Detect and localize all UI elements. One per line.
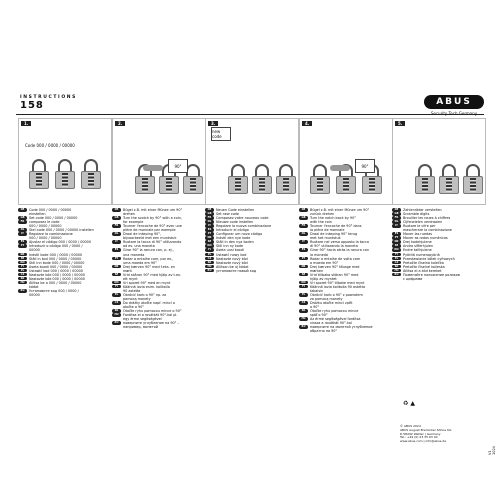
new-code-callout: new code bbox=[211, 127, 231, 141]
step-number: 3. bbox=[208, 121, 218, 126]
instruction-text: Turn the notch back by 90° bbox=[310, 216, 356, 221]
instruction-text: Otočte ryhu pomocou mince o 90° bbox=[123, 309, 182, 314]
code-label: Code 000 / 0000 / 00000 bbox=[25, 143, 75, 148]
instruction-text: composez le code bbox=[29, 220, 60, 225]
step-panel bbox=[299, 118, 393, 205]
padlock-icon bbox=[228, 164, 248, 194]
instruction-text: Cijferwielen verdraaien bbox=[403, 220, 443, 225]
language-badge: SK bbox=[205, 261, 214, 265]
instruction-text: Indstil kode 000 / 0000 / 00000 bbox=[29, 252, 83, 257]
language-badge: SK bbox=[392, 265, 401, 269]
instruction-text: Girar 90° hacia atrás la ranura con bbox=[310, 248, 370, 253]
instruction-text: Nastavte kód 000 / 0000 / 00000 bbox=[29, 272, 85, 277]
instruction-text: Composez votre nouveau code bbox=[216, 216, 269, 221]
language-badge: ES bbox=[205, 228, 214, 232]
language-badge: FI bbox=[392, 253, 401, 257]
language-badge: GB bbox=[205, 212, 214, 216]
language-badge: SE bbox=[18, 257, 27, 261]
instruction-text: Tourner l'encoche de 90° dans bbox=[310, 224, 362, 229]
language-badge: GB bbox=[392, 212, 401, 216]
language-badge: SE bbox=[299, 273, 308, 277]
language-badge: NL bbox=[205, 220, 214, 224]
instruction-text: Configurar um novo código bbox=[216, 232, 263, 237]
footer-icons bbox=[403, 400, 415, 407]
step-panel bbox=[392, 118, 486, 205]
language-badge: NO bbox=[392, 248, 401, 252]
language-badge: NO bbox=[18, 261, 27, 265]
instruction-text: Ställ in den nya koden bbox=[216, 240, 254, 245]
instruction-text: Ställ in kod 000 / 0000 / 00000 bbox=[29, 256, 82, 261]
padlock-icon bbox=[252, 164, 272, 194]
instruction-text: za pomocą monety bbox=[310, 297, 343, 302]
instruction-text: o 90° bbox=[310, 305, 320, 310]
language-badge: HU bbox=[205, 265, 214, 269]
instruction-text: Draai de inkeping 90°, bbox=[123, 232, 162, 237]
instruction-text: Stel code 000 / 0000 / 00000 instellen bbox=[29, 228, 94, 233]
instruction-text: zurück drehen bbox=[310, 212, 335, 217]
language-badge: CZ bbox=[299, 301, 308, 305]
language-badge: IT bbox=[392, 224, 401, 228]
instruction-text: Az érme segítségével fordítsa bbox=[310, 317, 361, 322]
language-badge: HU bbox=[392, 269, 401, 273]
language-badge: DK bbox=[112, 265, 121, 269]
instruction-text: Drej kærven 90° med f.eks. en bbox=[123, 264, 175, 269]
instruction-text: 000 / 0000 / 00000 bbox=[29, 236, 62, 241]
instruction-text: например, монетой bbox=[123, 325, 159, 330]
language-badge: CZ bbox=[205, 257, 214, 261]
language-badge: SE bbox=[112, 273, 121, 277]
instruction-text: Aseta koodi 000 / 0000 / 00000 bbox=[29, 264, 83, 269]
language-badge: RU bbox=[299, 325, 308, 329]
instruction-text: Pyöritä numeropyöriä bbox=[403, 252, 440, 257]
instruction-text: einstellen bbox=[29, 212, 46, 217]
instruction-text: Do drážky otočte např. mincí o bbox=[123, 301, 175, 306]
instruction-text: Drážku otočte mincí zpět bbox=[310, 301, 353, 306]
instruction-line bbox=[392, 277, 484, 281]
instruction-text: Draai de inkeping 90° terug bbox=[310, 232, 358, 237]
padlock-icon bbox=[81, 159, 101, 189]
language-badge: SE bbox=[392, 244, 401, 248]
instruction-text: Ruotare nel verso opposto la tacca bbox=[310, 240, 369, 245]
language-badge: RU bbox=[18, 289, 27, 293]
language-badge: ES bbox=[299, 248, 308, 252]
instruction-text: Girar 90° la ranura con, p. ej., bbox=[123, 248, 174, 253]
language-badge: HU bbox=[18, 281, 27, 285]
instruction-text: Ruotare le cifre per bbox=[403, 224, 436, 229]
language-badge: FR bbox=[299, 224, 308, 228]
language-badge: FI bbox=[18, 265, 27, 269]
instruction-text: Regolare la nuova combinazione bbox=[216, 224, 272, 229]
instruction-text: Vri sporet 90° med en mynt bbox=[123, 280, 171, 285]
instruction-text: Nastavte nový kód bbox=[216, 260, 248, 265]
instruction-text: Obrócić karb o 90° np. za bbox=[123, 292, 167, 297]
instruction-text: Поменяйте положение роликов bbox=[403, 272, 460, 277]
language-badge: CZ bbox=[392, 261, 401, 265]
instruction-text: Rodar a entalhe com, por ex., bbox=[123, 256, 174, 261]
instruction-column bbox=[205, 208, 297, 273]
language-badge: SE bbox=[205, 240, 214, 244]
instruction-text: Nieuwe code instellen bbox=[216, 220, 254, 225]
language-badge: NO bbox=[112, 281, 121, 285]
instruction-text: Mover as rodas numéricas bbox=[403, 236, 448, 241]
language-badge: FI bbox=[299, 285, 308, 289]
instruction-text: hjälp av myntet bbox=[310, 276, 337, 281]
address-line: © ABUS 2024 bbox=[400, 424, 421, 428]
instruction-text: 000 / 0000 / 00000 bbox=[29, 224, 62, 229]
language-badge: ES bbox=[392, 232, 401, 236]
address-line: D 58292 Wetter | Germany bbox=[400, 431, 441, 436]
language-badge: DE bbox=[392, 208, 401, 212]
language-badge: SK bbox=[18, 277, 27, 281]
instruction-text: установите новый код bbox=[216, 268, 257, 273]
instruction-text: la moneda bbox=[310, 252, 328, 257]
coin-icon bbox=[143, 165, 163, 171]
instruction-text: mønt bbox=[123, 268, 132, 273]
instruction-text: Otočte ryhu pomocou mince bbox=[310, 309, 359, 314]
language-badge: NL bbox=[392, 220, 401, 224]
abus-logo: ABUS bbox=[424, 95, 484, 109]
instruction-text: Rodar o entalhe de volta com bbox=[310, 256, 361, 261]
language-badge: PT bbox=[18, 244, 27, 248]
language-badge: DE bbox=[18, 208, 27, 212]
language-badge: NL bbox=[18, 228, 27, 232]
instruction-text: drehen bbox=[123, 212, 135, 217]
instruction-text: 00000 bbox=[29, 292, 40, 297]
language-badge: ES bbox=[112, 248, 121, 252]
instruction-text: pomocą monety bbox=[123, 297, 151, 302]
language-badge: RU bbox=[205, 269, 214, 273]
instruction-text: Endre tallhjulene bbox=[403, 248, 432, 253]
instruction-text: egy érme segítségével bbox=[123, 317, 162, 322]
language-badge: PT bbox=[392, 236, 401, 240]
instruction-text: met het muntstuk bbox=[310, 236, 341, 241]
language-badge: HU bbox=[299, 317, 308, 321]
language-badge: RU bbox=[392, 273, 401, 277]
language-badge: DK bbox=[18, 253, 27, 257]
instruction-text: Nastavte nový kód bbox=[216, 256, 248, 261]
instruction-line bbox=[205, 269, 297, 273]
instruction-text: for example bbox=[123, 220, 144, 225]
padlock-icon bbox=[439, 164, 459, 194]
language-badge: IT bbox=[112, 240, 121, 244]
instruction-text: mønten bbox=[310, 268, 324, 273]
language-badge: CZ bbox=[112, 301, 121, 305]
language-badge: DK bbox=[392, 240, 401, 244]
instruction-text: Zahlenräder verstellen bbox=[403, 208, 442, 212]
instruction-text: поверните углубление на 90° – bbox=[123, 321, 180, 326]
company-address bbox=[400, 425, 486, 444]
language-badge: FI bbox=[205, 248, 214, 252]
address-line: ABUS August Bremicker Söhne KG bbox=[400, 427, 452, 432]
language-badge: PL bbox=[299, 293, 308, 297]
instruction-column bbox=[112, 208, 204, 329]
instruction-text: Állítsa be a 000 / 0000 / 00000 bbox=[29, 280, 82, 285]
step-panel bbox=[18, 118, 112, 205]
address-line: www.abus.com | info@abus.de bbox=[400, 439, 447, 444]
language-badge: FR bbox=[18, 220, 27, 224]
header-rule bbox=[16, 114, 484, 115]
instruction-text: Ajustar el código 000 / 0000 / 00000 bbox=[29, 240, 91, 245]
instruction-text: Still inn kode 000 / 0000 / 00000 bbox=[29, 260, 85, 265]
instruction-text: uma moeda em 90° bbox=[123, 260, 157, 265]
language-badge: GB bbox=[112, 216, 121, 220]
instruction-text: Scramble digits bbox=[403, 212, 430, 217]
coin-icon bbox=[330, 165, 350, 171]
rotate-90-callout: 90° bbox=[168, 159, 188, 173]
language-badge: GB bbox=[18, 216, 27, 220]
padlock-icon bbox=[463, 164, 483, 194]
address-line: Tel.: +49 (0) 23 35 63 40 bbox=[400, 435, 438, 440]
header-number: 158 bbox=[20, 100, 44, 111]
step-panel bbox=[205, 118, 299, 205]
padlock-icon bbox=[310, 164, 330, 194]
instruction-text: Käännä lovia esim. kolikolla bbox=[123, 284, 170, 289]
language-badge: PL bbox=[18, 269, 27, 273]
language-badge: FR bbox=[392, 216, 401, 220]
instruction-text: Bügel z.B. mit einer Münze um 90° bbox=[310, 208, 370, 212]
instruction-text: Indstil den nye kode bbox=[216, 236, 251, 241]
instruction-text: Nastavte kód 000 / 0000 / 00000 bbox=[29, 276, 85, 281]
instruction-text: Mover las ruedas bbox=[403, 232, 433, 237]
language-badge: SK bbox=[112, 309, 121, 313]
step-number: 4. bbox=[302, 121, 312, 126]
language-badge: DK bbox=[205, 236, 214, 240]
instruction-text: с цифрами bbox=[403, 276, 423, 281]
language-badge: FI bbox=[112, 285, 121, 289]
language-badge: FR bbox=[205, 216, 214, 220]
padlock-icon bbox=[29, 159, 49, 189]
padlock-icon bbox=[55, 159, 75, 189]
instruction-line bbox=[18, 293, 110, 297]
instruction-text: Állítsa el a kód kereket bbox=[403, 268, 442, 273]
instruction-text: 00000 bbox=[29, 248, 40, 253]
instruction-text: Aseta uusi koodi bbox=[216, 248, 244, 253]
instruction-text: ett mynt bbox=[123, 276, 138, 281]
instruction-text: pièce de monnaie par exemple bbox=[123, 228, 176, 233]
instruction-text: bijvoorbeeld met een muntstuk bbox=[123, 236, 177, 241]
instruction-text: Code 000 / 0000 / 00000 bbox=[29, 208, 72, 212]
instruction-text: kódot bbox=[29, 284, 39, 289]
instruction-text: Установите код 000 / 0000 / bbox=[29, 288, 79, 293]
instruction-text: Set new code bbox=[216, 212, 239, 217]
instruction-text: takaisin bbox=[310, 288, 324, 293]
language-badge: DK bbox=[299, 265, 308, 269]
language-badge: NL bbox=[299, 232, 308, 236]
language-badge: PT bbox=[112, 257, 121, 261]
instruction-text: Vri sporet 90° tilbake med mynt bbox=[310, 280, 365, 285]
instruction-text: Set code 000 / 0000 / 00000 bbox=[29, 216, 78, 221]
instruction-text: Brouiller les roues à chiffres bbox=[403, 216, 451, 221]
step-panel bbox=[112, 118, 206, 205]
instruction-text: Vrid skåran 90° med hjälp av t.ex. bbox=[123, 272, 182, 277]
language-badge: HU bbox=[112, 313, 121, 317]
instruction-text: Állítson be új kódot bbox=[216, 264, 249, 269]
pap-icon: ▲ bbox=[410, 400, 415, 407]
step-number: 2. bbox=[115, 121, 125, 126]
language-badge: PL bbox=[392, 257, 401, 261]
instruction-column bbox=[18, 208, 110, 297]
language-badge: NO bbox=[299, 281, 308, 285]
instruction-text: Fordítsa el a rovátkát 90°-kal pl. bbox=[123, 313, 178, 318]
instruction-text: Tourner l'encoche de 90° avec une bbox=[123, 224, 182, 229]
instruction-text: Ustawić kod 000 / 0000 / 00000 bbox=[29, 268, 83, 273]
language-badge: PL bbox=[205, 253, 214, 257]
instruction-text: Przestawianie kółek cyfrowych bbox=[403, 256, 455, 261]
instruction-text: обратно на 90° bbox=[310, 329, 338, 334]
instruction-text: Ruotare la tacca di 90° utilizzando bbox=[123, 240, 182, 245]
language-badge: ES bbox=[18, 240, 27, 244]
language-badge: FR bbox=[112, 224, 121, 228]
language-badge: DE bbox=[112, 208, 121, 212]
language-badge: NO bbox=[205, 244, 214, 248]
instruction-text: Turn the scotch by 90° with a coin, bbox=[123, 216, 182, 221]
instruction-text: Introduzir o código 000 / 0000 / bbox=[29, 244, 83, 249]
instruction-text: otočte o 90° bbox=[123, 305, 144, 310]
language-badge: PT bbox=[205, 232, 214, 236]
instruction-text: la pièce de monnaie bbox=[310, 228, 345, 233]
instruction-text: Ustawić nowy kod bbox=[216, 252, 247, 257]
instruction-line bbox=[299, 329, 391, 333]
instruction-text: mascherare la combinazione bbox=[403, 228, 452, 233]
instruction-text: Vrid tillbaka skåran 90° med bbox=[310, 272, 359, 277]
instruction-text: поверните на монетой углубление bbox=[310, 325, 373, 330]
padlock-icon bbox=[276, 164, 296, 194]
instruction-text: with the coin bbox=[310, 220, 332, 225]
instruction-text: Pretočte číselné kolieska bbox=[403, 264, 445, 269]
language-badge: NL bbox=[112, 232, 121, 236]
instruction-text: Obrócić karb o 90° z powrotem bbox=[310, 292, 363, 297]
instruction-text: Drej kærven 90° tilbage med bbox=[310, 264, 360, 269]
instruction-column bbox=[299, 208, 391, 333]
instruction-text: 90 astetta bbox=[123, 288, 141, 293]
language-badge: RU bbox=[112, 321, 121, 325]
instruction-column bbox=[392, 208, 484, 281]
padlock-icon bbox=[415, 164, 435, 194]
recycle-icon: ♻ bbox=[403, 400, 409, 407]
instruction-text: una moneda bbox=[123, 252, 145, 257]
instruction-text: Neuen Code einstellen bbox=[216, 208, 255, 212]
instruction-text: vissza a rovátkát 90°-kal bbox=[310, 321, 352, 326]
instruction-text: Drej kodehjulene bbox=[403, 240, 432, 245]
instruction-text: Bügel z.B. mit einer Münze um 90° bbox=[123, 208, 183, 212]
language-badge: DE bbox=[205, 208, 214, 212]
language-badge: GB bbox=[299, 216, 308, 220]
instruction-text: Käännä lovia kolikolla 90 astetta bbox=[310, 284, 366, 289]
instruction-text: ad es. una moneta bbox=[123, 244, 155, 249]
instruction-text: Ändra sifferhjulen bbox=[403, 244, 434, 249]
instruction-text: Introducir el código bbox=[216, 228, 249, 233]
instruction-text: di 90° utilizzando la moneta bbox=[310, 244, 358, 249]
instruction-text: Still inn ny kode bbox=[216, 244, 244, 249]
version-code: V1 1024 bbox=[488, 446, 496, 455]
language-badge: IT bbox=[299, 240, 308, 244]
language-badge: PL bbox=[112, 293, 121, 297]
language-badge: PT bbox=[299, 257, 308, 261]
language-badge: CZ bbox=[18, 273, 27, 277]
language-badge: SK bbox=[299, 309, 308, 313]
language-badge: DE bbox=[299, 208, 308, 212]
header-label: INSTRUCTIONS bbox=[20, 95, 77, 100]
instruction-text: späť o 90° bbox=[310, 313, 328, 318]
language-badge: IT bbox=[205, 224, 214, 228]
instruction-text: Regolare la combinazione bbox=[29, 232, 73, 237]
step-number: 1. bbox=[21, 121, 31, 126]
instruction-line bbox=[112, 325, 204, 329]
rotate-90-callout: 90° bbox=[355, 159, 375, 173]
instruction-text: Pretočte číselná kolečka bbox=[403, 260, 444, 265]
language-badge: IT bbox=[18, 232, 27, 236]
brand-tagline: Security Tech Germany bbox=[430, 111, 478, 116]
instruction-text: a moeda em 90° bbox=[310, 260, 339, 265]
step-number: 5. bbox=[395, 121, 405, 126]
